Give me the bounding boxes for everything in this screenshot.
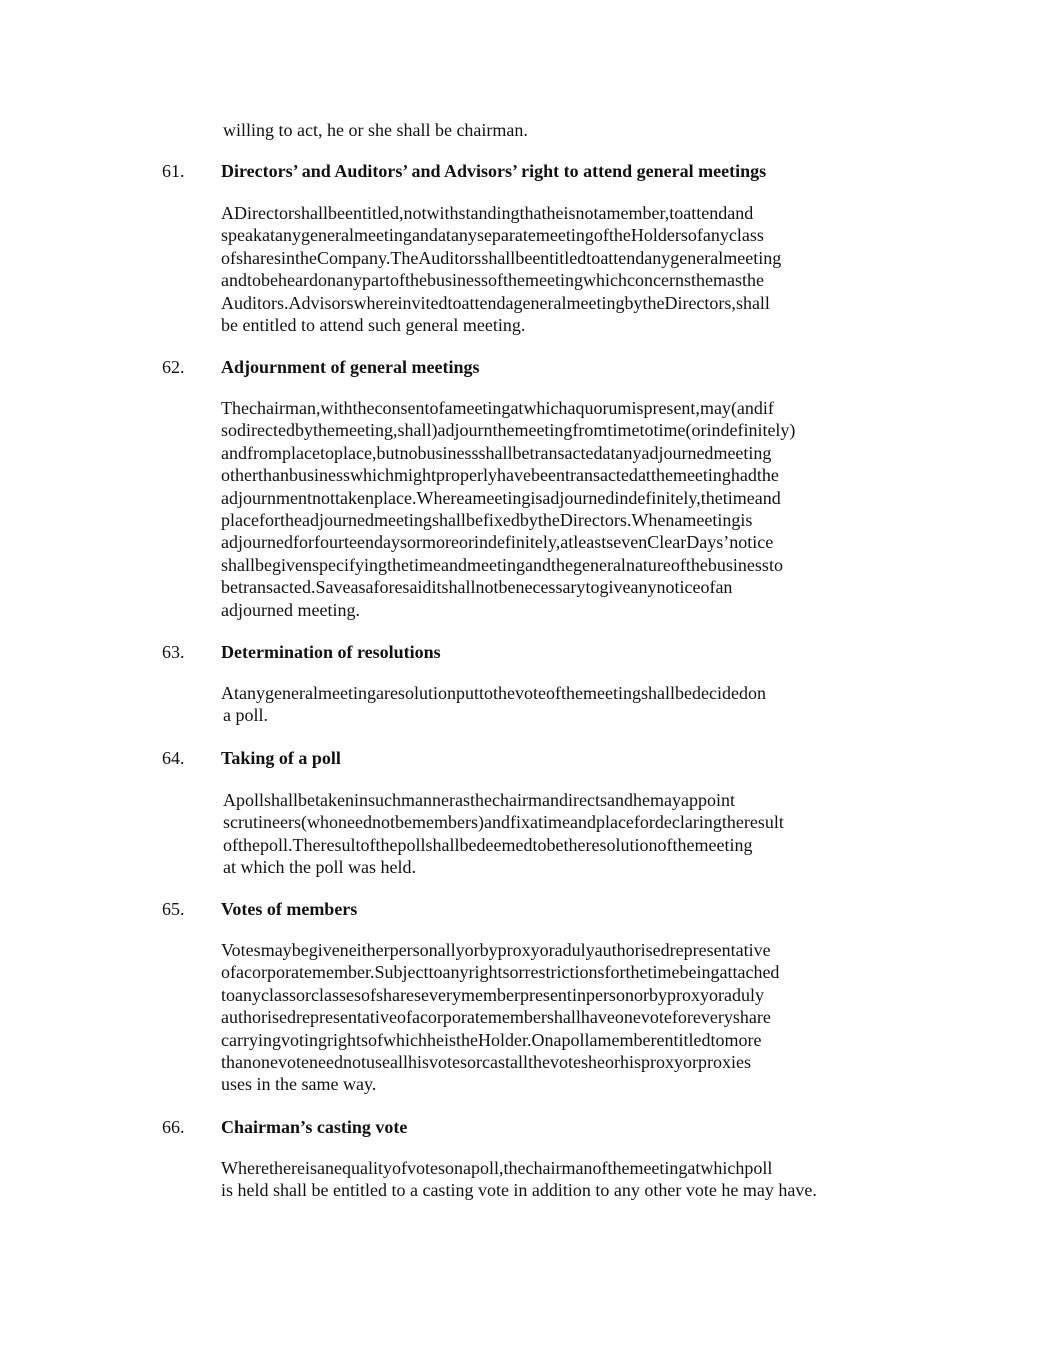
section-number-64: 64.: [162, 748, 185, 768]
paragraph-line: sodirectedbythemeeting,shall)adjournthemeetingfromtimetotime(orindefinitely): [221, 420, 796, 441]
section-number-62: 62.: [162, 357, 185, 377]
paragraph-line: willing to act, he or she shall be chairman.: [223, 120, 528, 140]
section-body-64: [223, 789, 894, 879]
continuation-paragraph: [223, 119, 896, 141]
section-heading-66: Chairman’s casting vote: [221, 1117, 408, 1137]
section-body-66: [221, 1157, 894, 1202]
paragraph-line: toanyclassorclassesofshareseverymemberpresentinpersonorbyproxyoraduly: [221, 984, 764, 1005]
paragraph-line: ofacorporatemember.Subjecttoanyrightsorrestrictionsforthetimebeingattached: [221, 962, 780, 983]
paragraph-line: ofthepoll.Theresultofthepollshallbedeemedtobetheresolutionofthemeeting: [223, 834, 753, 855]
paragraph-line: betransacted.Saveasaforesaiditshallnotbenecessarytogiveanynoticeofan: [221, 577, 733, 598]
section-body-65: [221, 939, 894, 1096]
paragraph-line: thanonevoteneednotuseallhisvotesorcastallthevotesheorhisproxyorproxies: [221, 1051, 752, 1072]
paragraph-line: adjournedforfourteendaysormoreorindefinitely,atleastsevenClearDays’notice: [221, 532, 774, 553]
paragraph-line: be entitled to attend such general meeting.: [221, 314, 526, 335]
paragraph-line: scrutineers(whoneednotbemembers)andfixatimeandplacefordeclaringtheresult: [223, 812, 784, 833]
paragraph-line: shallbegivenspecifyingthetimeandmeetingandthegeneralnatureofthebusinessto: [221, 554, 783, 575]
paragraph-line: andfromplacetoplace,butnobusinessshallbetransactedatanyadjournedmeeting: [221, 442, 772, 463]
paragraph-line: andtobeheardonanypartofthebusinessofthemeetingwhichconcernsthemasthe: [221, 270, 764, 291]
section-number-65: 65.: [162, 899, 185, 919]
section-heading-65: Votes of members: [221, 899, 358, 919]
section-body-62: [221, 397, 894, 621]
paragraph-line: authorisedrepresentativeofacorporatemembershallhaveonevoteforeveryshare: [221, 1007, 771, 1028]
section-heading-63: Determination of resolutions: [221, 642, 441, 662]
paragraph-line: Votesmaybegiveneitherpersonallyorbyproxyoradulyauthorisedrepresentative: [221, 940, 771, 960]
section-heading-62: Adjournment of general meetings: [221, 357, 480, 377]
paragraph-line: is held shall be entitled to a casting vote in addition to any other vote he may have.: [221, 1180, 817, 1201]
section-body-63: [221, 682, 894, 727]
paragraph-line: otherthanbusinesswhichmightproperlyhavebeentransactedatthemeetinghadthe: [221, 465, 779, 486]
paragraph-line: ofsharesintheCompany.TheAuditorsshallbeentitledtoattendanygeneralmeeting: [221, 247, 782, 268]
section-number-63: 63.: [162, 642, 185, 662]
paragraph-line: a poll.: [223, 705, 268, 726]
section-heading-61: Directors’ and Auditors’ and Advisors’ right to attend general meetings: [221, 161, 767, 181]
paragraph-line: Thechairman,withtheconsentofameetingatwhichaquorumispresent,may(andif: [221, 398, 774, 418]
section-number-66: 66.: [162, 1117, 185, 1137]
paragraph-line: adjourned meeting.: [221, 599, 360, 620]
paragraph-line: Atanygeneralmeetingaresolutionputtothevoteofthemeetingshallbedecidedon: [221, 683, 766, 703]
paragraph-line: adjournmentnottakenplace.Whereameetingisadjournedindefinitely,thetimeand: [221, 487, 781, 508]
paragraph-line: speakatanygeneralmeetingandatanyseparatemeetingoftheHoldersofanyclass: [221, 225, 764, 246]
paragraph-line: carryingvotingrightsofwhichheistheHolder.Onapollamemberentitledtomore: [221, 1029, 762, 1050]
paragraph-line: ADirectorshallbeentitled,notwithstandingthatheisnotamember,toattendand: [221, 203, 754, 223]
section-number-61: 61.: [162, 161, 185, 181]
paragraph-line: Auditors.AdvisorswhereinvitedtoattendageneralmeetingbytheDirectors,shall: [221, 292, 770, 313]
section-heading-64: Taking of a poll: [221, 748, 341, 768]
paragraph-line: Apollshallbetakeninsuchmannerasthechairmandirectsandhemayappoint: [223, 790, 735, 810]
section-body-61: [221, 202, 894, 336]
paragraph-line: placefortheadjournedmeetingshallbefixedbytheDirectors.Whenameetingis: [221, 509, 753, 530]
paragraph-line: at which the poll was held.: [223, 857, 416, 878]
paragraph-line: uses in the same way.: [221, 1074, 377, 1095]
paragraph-line: Wherethereisanequalityofvotesonapoll,thechairmanofthemeetingatwhichpoll: [221, 1158, 773, 1178]
